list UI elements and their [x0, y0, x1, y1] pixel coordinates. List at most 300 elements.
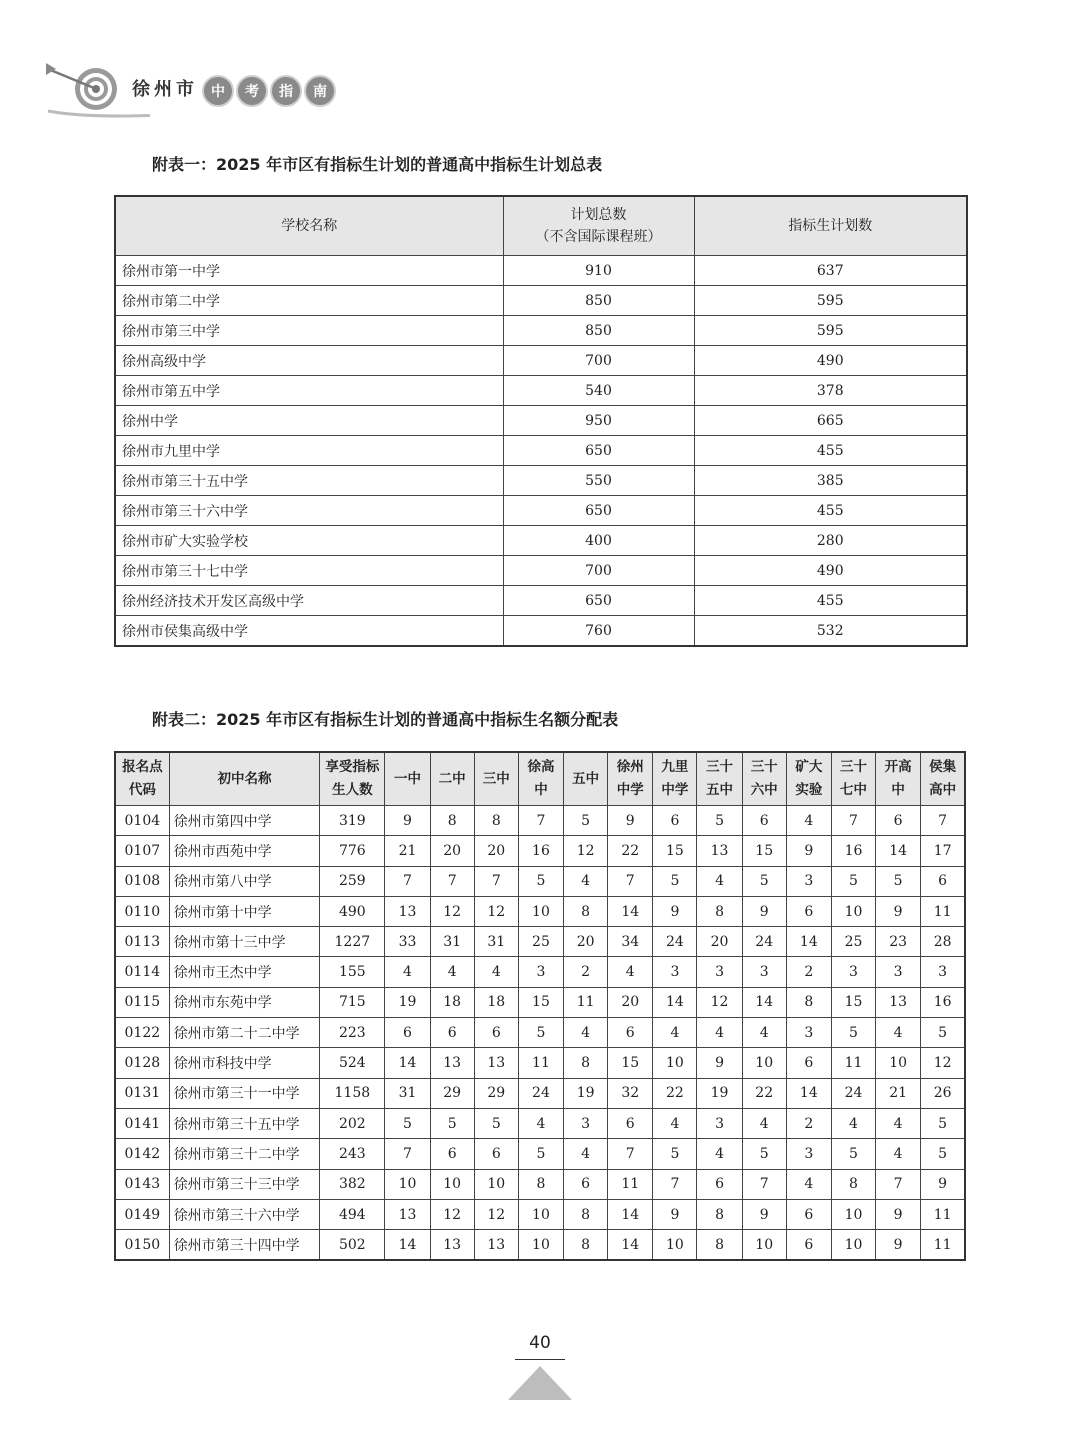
header-total-line2: （不含国际课程班） [535, 229, 662, 245]
count-cell: 19 [697, 1078, 742, 1108]
column-header [921, 752, 965, 806]
column-header-line: 中 [891, 782, 905, 798]
count-cell: 9 [876, 1199, 921, 1229]
count-cell: 10 [876, 1048, 921, 1078]
count-cell: 12 [474, 896, 518, 926]
count-cell: 6 [921, 866, 965, 896]
count-cell: 6 [742, 806, 786, 836]
column-header-line: 五中 [706, 782, 734, 798]
header-city: 徐州市 [132, 79, 198, 100]
column-header [697, 752, 742, 806]
column-header [653, 752, 697, 806]
count-cell: 6 [474, 1139, 518, 1169]
count-cell: 20 [697, 927, 742, 957]
header-school: 学校名称 [115, 196, 503, 256]
school-name-cell: 徐州市第三十六中学 [115, 496, 503, 526]
table1-caption: 附表一：2025 年市区有指标生计划的普通高中指标生计划总表 [152, 155, 603, 174]
count-cell: 4 [430, 957, 474, 987]
table-header-row [115, 752, 965, 806]
junior-school-cell: 徐州市第三十四中学 [169, 1230, 320, 1261]
count-cell: 4 [876, 1018, 921, 1048]
count-cell: 4 [876, 1108, 921, 1138]
column-header [474, 752, 518, 806]
count-cell: 6 [653, 806, 697, 836]
total-cell: 950 [503, 406, 694, 436]
count-cell: 4 [697, 866, 742, 896]
code-cell: 0113 [115, 927, 169, 957]
count-cell: 4 [831, 1108, 875, 1138]
count-cell: 9 [742, 1199, 786, 1229]
plan-summary-body [115, 256, 967, 647]
count-cell: 9 [385, 806, 430, 836]
count-cell: 14 [385, 1048, 430, 1078]
table-row [115, 496, 967, 526]
count-cell: 494 [320, 1199, 385, 1229]
junior-school-cell: 徐州市东苑中学 [169, 987, 320, 1017]
quota-cell: 280 [694, 526, 967, 556]
quota-cell: 665 [694, 406, 967, 436]
quota-cell: 637 [694, 256, 967, 286]
count-cell: 17 [921, 836, 965, 866]
table-row [115, 1018, 965, 1048]
quota-cell: 595 [694, 286, 967, 316]
count-cell: 12 [921, 1048, 965, 1078]
count-cell: 243 [320, 1139, 385, 1169]
total-cell: 650 [503, 496, 694, 526]
count-cell: 14 [608, 896, 653, 926]
header-total-line1: 计划总数 [570, 207, 627, 223]
count-cell: 25 [831, 927, 875, 957]
count-cell: 7 [831, 806, 875, 836]
count-cell: 490 [320, 896, 385, 926]
count-cell: 6 [564, 1169, 608, 1199]
column-header-line: 生人数 [332, 782, 373, 798]
column-header-line: 开高 [884, 759, 912, 775]
count-cell: 14 [786, 927, 831, 957]
count-cell: 13 [430, 1048, 474, 1078]
count-cell: 10 [831, 1230, 875, 1261]
count-cell: 8 [697, 1230, 742, 1261]
count-cell: 15 [653, 836, 697, 866]
school-name-cell: 徐州市第三十五中学 [115, 466, 503, 496]
count-cell: 7 [653, 1169, 697, 1199]
count-cell: 20 [474, 836, 518, 866]
header-quota: 指标生计划数 [694, 196, 967, 256]
column-header-line: 中学 [616, 782, 644, 798]
school-name-cell: 徐州市第五中学 [115, 376, 503, 406]
column-header [385, 752, 430, 806]
count-cell: 3 [742, 957, 786, 987]
count-cell: 1227 [320, 927, 385, 957]
count-cell: 4 [653, 1018, 697, 1048]
count-cell: 22 [653, 1078, 697, 1108]
count-cell: 8 [564, 1048, 608, 1078]
count-cell: 11 [831, 1048, 875, 1078]
count-cell: 5 [921, 1018, 965, 1048]
code-cell: 0114 [115, 957, 169, 987]
school-name-cell: 徐州中学 [115, 406, 503, 436]
count-cell: 7 [608, 866, 653, 896]
count-cell: 5 [831, 1139, 875, 1169]
table2-caption: 附表二：2025 年市区有指标生计划的普通高中指标生名额分配表 [152, 710, 619, 729]
count-cell: 15 [608, 1048, 653, 1078]
column-header-line: 六中 [750, 782, 778, 798]
count-cell: 13 [474, 1230, 518, 1261]
column-header [430, 752, 474, 806]
column-header-line: 九里 [661, 759, 689, 775]
header-total [503, 196, 694, 256]
column-header-line: 侯集 [929, 759, 957, 775]
count-cell: 524 [320, 1048, 385, 1078]
count-cell: 4 [653, 1108, 697, 1138]
code-cell: 0110 [115, 896, 169, 926]
quota-cell: 490 [694, 346, 967, 376]
count-cell: 11 [921, 1199, 965, 1229]
count-cell: 14 [876, 836, 921, 866]
quota-cell: 455 [694, 496, 967, 526]
count-cell: 6 [786, 1199, 831, 1229]
count-cell: 259 [320, 866, 385, 896]
school-name-cell: 徐州市九里中学 [115, 436, 503, 466]
count-cell: 10 [518, 896, 563, 926]
table-row [115, 957, 965, 987]
table-row [115, 406, 967, 436]
count-cell: 6 [786, 1230, 831, 1261]
count-cell: 31 [430, 927, 474, 957]
count-cell: 7 [385, 866, 430, 896]
count-cell: 34 [608, 927, 653, 957]
count-cell: 14 [608, 1230, 653, 1261]
total-cell: 700 [503, 346, 694, 376]
count-cell: 20 [608, 987, 653, 1017]
count-cell: 382 [320, 1169, 385, 1199]
count-cell: 2 [786, 1108, 831, 1138]
count-cell: 7 [876, 1169, 921, 1199]
count-cell: 22 [742, 1078, 786, 1108]
school-name-cell: 徐州市第三十七中学 [115, 556, 503, 586]
table-row [115, 436, 967, 466]
count-cell: 5 [564, 806, 608, 836]
count-cell: 10 [742, 1048, 786, 1078]
table-row [115, 806, 965, 836]
guide-pill: 中 [202, 75, 234, 107]
column-header-line: 徐州 [616, 759, 644, 775]
count-cell: 1158 [320, 1078, 385, 1108]
count-cell: 5 [385, 1108, 430, 1138]
count-cell: 3 [831, 957, 875, 987]
junior-school-cell: 徐州市第八中学 [169, 866, 320, 896]
count-cell: 7 [742, 1169, 786, 1199]
count-cell: 6 [474, 1018, 518, 1048]
quota-allocation-table [114, 751, 966, 1261]
quota-cell: 385 [694, 466, 967, 496]
count-cell: 9 [653, 896, 697, 926]
table-row [115, 526, 967, 556]
count-cell: 13 [876, 987, 921, 1017]
junior-school-cell: 徐州市西苑中学 [169, 836, 320, 866]
column-header-line: 矿大 [795, 759, 823, 775]
count-cell: 3 [786, 866, 831, 896]
table-row [115, 866, 965, 896]
code-cell: 0107 [115, 836, 169, 866]
count-cell: 33 [385, 927, 430, 957]
count-cell: 11 [564, 987, 608, 1017]
count-cell: 21 [876, 1078, 921, 1108]
table-row [115, 316, 967, 346]
count-cell: 5 [742, 866, 786, 896]
count-cell: 23 [876, 927, 921, 957]
count-cell: 13 [430, 1230, 474, 1261]
count-cell: 15 [518, 987, 563, 1017]
junior-school-cell: 徐州市第三十一中学 [169, 1078, 320, 1108]
column-header [564, 752, 608, 806]
count-cell: 9 [921, 1169, 965, 1199]
count-cell: 5 [742, 1139, 786, 1169]
code-cell: 0115 [115, 987, 169, 1017]
count-cell: 7 [518, 806, 563, 836]
count-cell: 3 [653, 957, 697, 987]
table-row [115, 466, 967, 496]
count-cell: 7 [385, 1139, 430, 1169]
count-cell: 155 [320, 957, 385, 987]
count-cell: 3 [786, 1018, 831, 1048]
total-cell: 540 [503, 376, 694, 406]
junior-school-cell: 徐州市第三十二中学 [169, 1139, 320, 1169]
count-cell: 10 [653, 1230, 697, 1261]
table-row [115, 256, 967, 286]
count-cell: 10 [518, 1230, 563, 1261]
count-cell: 10 [385, 1169, 430, 1199]
code-cell: 0122 [115, 1018, 169, 1048]
column-header [518, 752, 563, 806]
count-cell: 4 [697, 1018, 742, 1048]
count-cell: 14 [786, 1078, 831, 1108]
table-row [115, 836, 965, 866]
column-header [742, 752, 786, 806]
count-cell: 4 [742, 1018, 786, 1048]
count-cell: 5 [518, 1018, 563, 1048]
quota-cell: 532 [694, 616, 967, 647]
count-cell: 7 [608, 1139, 653, 1169]
quota-cell: 595 [694, 316, 967, 346]
total-cell: 650 [503, 436, 694, 466]
count-cell: 12 [474, 1199, 518, 1229]
column-header-line: 七中 [839, 782, 867, 798]
count-cell: 2 [564, 957, 608, 987]
count-cell: 14 [653, 987, 697, 1017]
count-cell: 32 [608, 1078, 653, 1108]
school-name-cell: 徐州市矿大实验学校 [115, 526, 503, 556]
count-cell: 25 [518, 927, 563, 957]
table-row [115, 896, 965, 926]
count-cell: 4 [786, 806, 831, 836]
column-header-line: 二中 [438, 770, 466, 787]
table-row [115, 927, 965, 957]
total-cell: 850 [503, 286, 694, 316]
table-row [115, 1169, 965, 1199]
header-guide-pills [202, 75, 336, 107]
count-cell: 6 [786, 896, 831, 926]
quota-cell: 455 [694, 436, 967, 466]
count-cell: 7 [921, 806, 965, 836]
count-cell: 6 [876, 806, 921, 836]
count-cell: 26 [921, 1078, 965, 1108]
school-name-cell: 徐州市第三中学 [115, 316, 503, 346]
code-cell: 0128 [115, 1048, 169, 1078]
count-cell: 5 [921, 1139, 965, 1169]
count-cell: 715 [320, 987, 385, 1017]
count-cell: 8 [831, 1169, 875, 1199]
count-cell: 29 [474, 1078, 518, 1108]
count-cell: 319 [320, 806, 385, 836]
count-cell: 8 [474, 806, 518, 836]
count-cell: 13 [385, 1199, 430, 1229]
count-cell: 3 [697, 1108, 742, 1138]
count-cell: 5 [430, 1108, 474, 1138]
column-header [786, 752, 831, 806]
total-cell: 550 [503, 466, 694, 496]
table-row [115, 1108, 965, 1138]
school-name-cell: 徐州市侯集高级中学 [115, 616, 503, 647]
count-cell: 5 [653, 866, 697, 896]
total-cell: 910 [503, 256, 694, 286]
count-cell: 8 [786, 987, 831, 1017]
count-cell: 9 [697, 1048, 742, 1078]
count-cell: 10 [831, 1199, 875, 1229]
count-cell: 12 [430, 1199, 474, 1229]
count-cell: 5 [697, 806, 742, 836]
column-header-line: 高中 [929, 782, 957, 798]
count-cell: 11 [608, 1169, 653, 1199]
count-cell: 15 [742, 836, 786, 866]
count-cell: 502 [320, 1230, 385, 1261]
quota-cell: 455 [694, 586, 967, 616]
column-header-line: 一中 [394, 770, 422, 787]
table-row [115, 616, 967, 647]
count-cell: 8 [564, 1199, 608, 1229]
count-cell: 10 [430, 1169, 474, 1199]
count-cell: 3 [786, 1139, 831, 1169]
table-row [115, 556, 967, 586]
school-name-cell: 徐州经济技术开发区高级中学 [115, 586, 503, 616]
count-cell: 20 [564, 927, 608, 957]
count-cell: 8 [518, 1169, 563, 1199]
count-cell: 3 [876, 957, 921, 987]
column-header-line: 报名点 [122, 759, 163, 775]
code-cell: 0150 [115, 1230, 169, 1261]
count-cell: 14 [385, 1230, 430, 1261]
count-cell: 10 [742, 1230, 786, 1261]
junior-school-cell: 徐州市第二十二中学 [169, 1018, 320, 1048]
count-cell: 10 [518, 1199, 563, 1229]
count-cell: 4 [697, 1139, 742, 1169]
count-cell: 8 [697, 896, 742, 926]
quota-cell: 490 [694, 556, 967, 586]
column-header-line: 中 [534, 782, 548, 798]
count-cell: 24 [653, 927, 697, 957]
count-cell: 5 [518, 866, 563, 896]
total-cell: 650 [503, 586, 694, 616]
count-cell: 6 [697, 1169, 742, 1199]
count-cell: 5 [653, 1139, 697, 1169]
column-header [876, 752, 921, 806]
table-row [115, 1048, 965, 1078]
code-cell: 0149 [115, 1199, 169, 1229]
column-header [831, 752, 875, 806]
count-cell: 3 [921, 957, 965, 987]
count-cell: 6 [786, 1048, 831, 1078]
count-cell: 9 [876, 896, 921, 926]
count-cell: 16 [921, 987, 965, 1017]
total-cell: 700 [503, 556, 694, 586]
column-header-line: 享受指标 [325, 759, 380, 775]
count-cell: 6 [608, 1018, 653, 1048]
count-cell: 776 [320, 836, 385, 866]
table-row [115, 987, 965, 1017]
count-cell: 12 [697, 987, 742, 1017]
count-cell: 9 [608, 806, 653, 836]
count-cell: 2 [786, 957, 831, 987]
page-number: 40 [529, 1333, 551, 1353]
count-cell: 4 [742, 1108, 786, 1138]
code-cell: 0131 [115, 1078, 169, 1108]
junior-school-cell: 徐州市第十三中学 [169, 927, 320, 957]
count-cell: 8 [430, 806, 474, 836]
count-cell: 12 [564, 836, 608, 866]
count-cell: 11 [921, 1230, 965, 1261]
guide-pill: 南 [304, 75, 336, 107]
guide-pill: 指 [270, 75, 302, 107]
count-cell: 8 [564, 896, 608, 926]
count-cell: 15 [831, 987, 875, 1017]
count-cell: 11 [921, 896, 965, 926]
count-cell: 4 [786, 1169, 831, 1199]
count-cell: 3 [564, 1108, 608, 1138]
junior-school-cell: 徐州市第三十五中学 [169, 1108, 320, 1138]
column-header-line: 三中 [482, 770, 510, 787]
column-header [608, 752, 653, 806]
count-cell: 19 [564, 1078, 608, 1108]
column-header-line: 中学 [661, 782, 689, 798]
column-header [169, 752, 320, 806]
count-cell: 9 [876, 1230, 921, 1261]
count-cell: 9 [653, 1199, 697, 1229]
page-triangle-ornament [508, 1366, 572, 1400]
count-cell: 5 [921, 1108, 965, 1138]
count-cell: 11 [518, 1048, 563, 1078]
column-header-line: 实验 [795, 782, 823, 798]
code-cell: 0108 [115, 866, 169, 896]
count-cell: 7 [474, 866, 518, 896]
table-row [115, 1230, 965, 1261]
count-cell: 4 [474, 957, 518, 987]
count-cell: 5 [831, 866, 875, 896]
count-cell: 14 [742, 987, 786, 1017]
count-cell: 10 [474, 1169, 518, 1199]
total-cell: 760 [503, 616, 694, 647]
count-cell: 13 [385, 896, 430, 926]
column-header [320, 752, 385, 806]
count-cell: 5 [876, 866, 921, 896]
table-row [115, 586, 967, 616]
code-cell: 0143 [115, 1169, 169, 1199]
column-header [115, 752, 169, 806]
quota-allocation-body [115, 806, 965, 1261]
count-cell: 4 [564, 1139, 608, 1169]
junior-school-cell: 徐州市王杰中学 [169, 957, 320, 987]
column-header-line: 三十 [839, 759, 867, 775]
table-row [115, 1139, 965, 1169]
